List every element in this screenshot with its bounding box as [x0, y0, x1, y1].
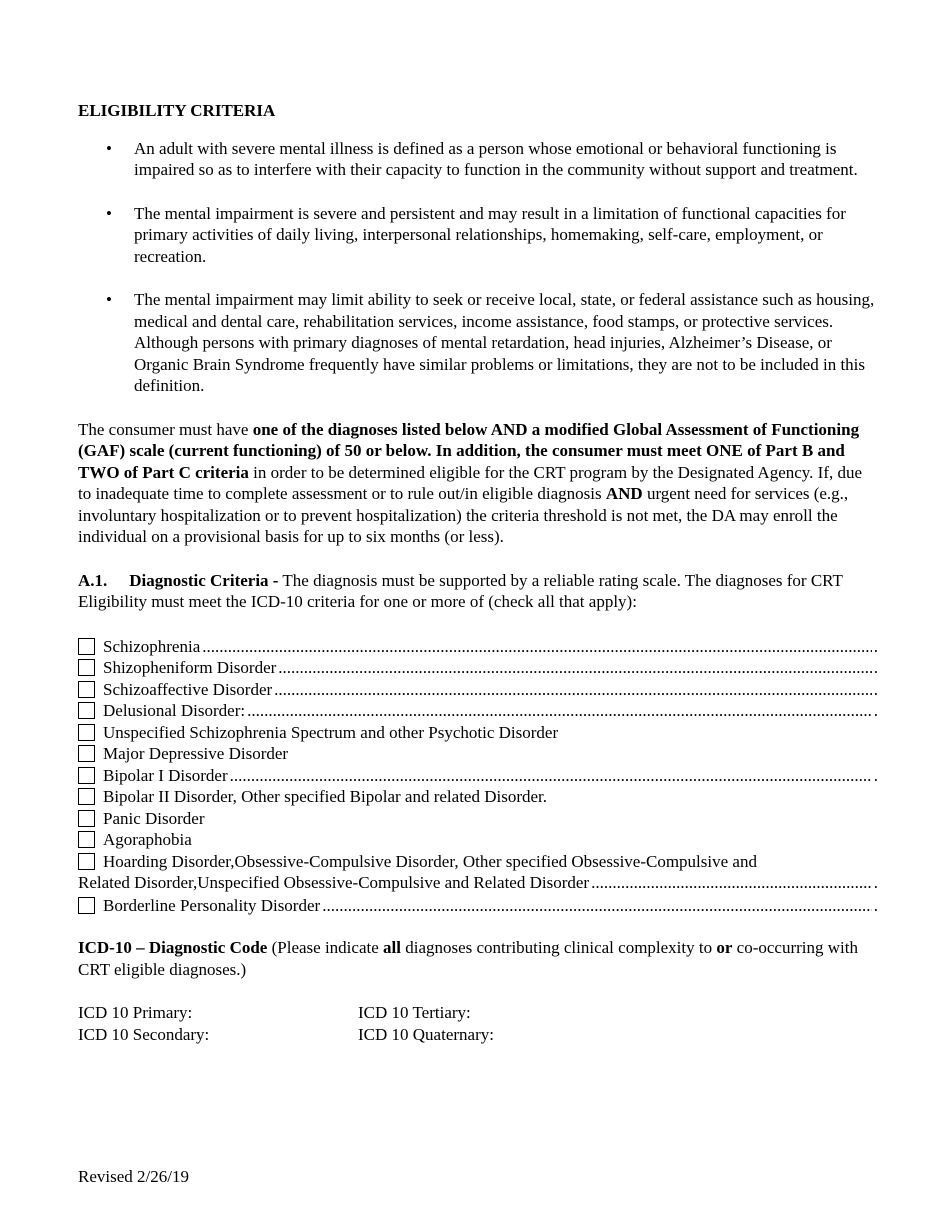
diagnosis-checklist	[78, 635, 878, 916]
bullet-text: An adult with severe mental illness is defined as a person whose emotional or behavioral functioning is impaired so as to interfere with their capacity to function in the community without support and treatment.	[134, 138, 858, 179]
diagnosis-label: Delusional Disorder:	[103, 701, 246, 720]
checkbox[interactable]	[78, 638, 95, 655]
diagnosis-label: Bipolar II Disorder, Other specified Bipolar and related Disorder.	[103, 787, 548, 806]
dot-leader	[591, 872, 872, 894]
diagnosis-label: Shizopheniform Disorder	[103, 658, 277, 677]
text-run: The consumer must have	[78, 419, 253, 439]
text-run: co-occurring with CRT eligible diagnoses.)	[78, 938, 858, 979]
diagnosis-row	[78, 656, 878, 678]
diagnosis-row-hoarding	[78, 850, 878, 894]
diagnosis-row	[78, 764, 878, 786]
diagnosis-row	[78, 785, 878, 807]
icd-tertiary-field[interactable]: ICD 10 Tertiary:	[358, 1003, 471, 1022]
diagnosis-row	[78, 678, 878, 700]
bullet-item	[78, 289, 878, 397]
bullet-text: The mental impairment may limit ability to seek or receive local, state, or federal assistance such as housing, medical and dental care, rehabilitation services, income assistance, food stamps, or protective services. Although persons with primary diagnoses of mental retardation, head injuries, Alzheimer’s Disease, or Organic Brain Syndrome frequently have similar problems or limitations, they are not to be included in this definition.	[134, 290, 875, 395]
checkbox[interactable]	[78, 702, 95, 719]
row-tail: .	[873, 895, 878, 915]
section-title: Diagnostic Criteria -	[129, 570, 279, 590]
checkbox[interactable]	[78, 745, 95, 762]
checkbox[interactable]	[78, 724, 95, 741]
checkbox[interactable]	[78, 810, 95, 827]
dot-leader	[247, 700, 872, 722]
icd-quaternary-field[interactable]: ICD 10 Quaternary:	[358, 1024, 494, 1044]
diagnosis-label: Schizoaffective Disorder	[103, 679, 273, 699]
diagnosis-label-continued: Related Disorder,Unspecified Obsessive-Compulsive and Related Disorder	[78, 873, 590, 892]
diagnosis-label: Bipolar I Disorder	[103, 765, 228, 785]
text-run: diagnoses contributing clinical complexity to	[400, 938, 717, 957]
text-run: (Please indicate	[267, 938, 384, 957]
diagnosis-row	[78, 635, 878, 657]
diagnostic-criteria-intro	[78, 570, 878, 613]
checkbox[interactable]	[78, 853, 95, 870]
diagnosis-row	[78, 699, 878, 721]
icd-code-fields	[78, 1002, 878, 1045]
bullet-item	[78, 138, 878, 181]
dot-leader	[274, 679, 872, 701]
diagnosis-row	[78, 807, 878, 829]
checkbox[interactable]	[78, 897, 95, 914]
text-run: in order to be determined eligible for the CRT program by the Designated Agency. If, due to inadequate time to complete assessment or to rule out/in eligible diagnosis	[78, 462, 863, 503]
bullet-icon: •	[106, 203, 112, 223]
bullet-text: The mental impairment is severe and persistent and may result in a limitation of functional capacities for primary activities of daily living, interpersonal relationships, homemaking, self-care, employment, or recreation.	[134, 203, 846, 266]
dot-leader	[230, 765, 872, 787]
dot-leader	[322, 895, 872, 917]
icd-secondary-field[interactable]: ICD 10 Secondary:	[78, 1024, 210, 1044]
checkbox[interactable]	[78, 659, 95, 676]
checkbox[interactable]	[78, 788, 95, 805]
diagnosis-label: Schizophrenia	[103, 636, 201, 656]
diagnosis-label: Unspecified Schizophrenia Spectrum and other Psychotic Disorder	[103, 722, 559, 742]
bullet-item	[78, 203, 878, 268]
document-content	[78, 100, 878, 1045]
bullet-icon: •	[106, 138, 112, 158]
section-number: A.1.	[78, 570, 108, 590]
hoarding-line-1	[78, 850, 878, 873]
bold-run: AND	[605, 484, 643, 503]
definition-bullets	[78, 138, 878, 397]
bold-run: one of the diagnoses listed below AND a modified Global Assessment of Functioning (GAF) scale (current functioning) of 50 or below. In addition, the consumer must meet ONE of Part B and TWO of Part C criteria	[78, 419, 860, 482]
icd-code-instructions	[78, 937, 878, 980]
row-tail: .	[873, 679, 878, 699]
diagnosis-label: Agoraphobia	[103, 830, 192, 849]
icd-primary-field[interactable]: ICD 10 Primary:	[78, 1003, 193, 1022]
row-tail: .	[873, 873, 878, 892]
diagnosis-row	[78, 828, 878, 850]
diagnosis-label: Major Depressive Disorder	[103, 744, 289, 763]
diagnosis-row	[78, 894, 878, 916]
diagnosis-label: Panic Disorder	[103, 808, 205, 828]
bullet-icon: •	[106, 290, 112, 309]
bold-run: all	[383, 938, 401, 957]
text-run: urgent need for services (e.g., involuntary hospitalization or to prevent hospitalization) the criteria threshold is not met, the DA may enroll the individual on a provisional basis for up to six months (or less).	[78, 484, 849, 546]
diagnosis-label: Hoarding Disorder,Obsessive-Compulsive Disorder, Other specified Obsessive-Compulsive and	[103, 851, 757, 871]
dot-leader	[202, 636, 872, 658]
section-heading: ELIGIBILITY CRITERIA	[78, 101, 276, 120]
row-tail: .	[873, 658, 878, 677]
checkbox[interactable]	[78, 767, 95, 784]
row-tail: .	[873, 636, 878, 656]
revision-footer: Revised 2/26/19	[78, 1167, 189, 1186]
checkbox[interactable]	[78, 681, 95, 698]
section-text: The diagnosis must be supported by a reliable rating scale. The diagnoses for CRT Eligibility must meet the ICD-10 criteria for one or more of (check all that apply):	[78, 570, 843, 611]
hoarding-line-2	[78, 872, 878, 894]
diagnosis-row	[78, 721, 878, 743]
row-tail: .	[873, 765, 878, 785]
bold-run: or	[716, 938, 733, 957]
dot-leader	[278, 657, 871, 679]
consumer-requirements	[78, 419, 878, 548]
checkbox[interactable]	[78, 831, 95, 848]
icd-title: ICD-10 – Diagnostic Code	[78, 938, 268, 957]
diagnosis-label: Borderline Personality Disorder	[103, 895, 321, 915]
diagnosis-row	[78, 742, 878, 764]
row-tail: .	[873, 701, 878, 720]
